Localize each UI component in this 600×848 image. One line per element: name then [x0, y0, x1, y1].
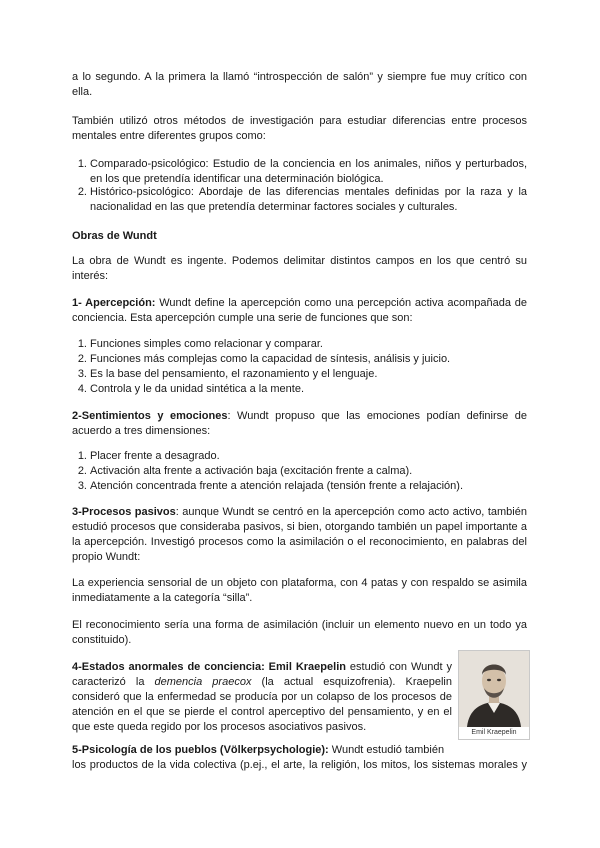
paragraph-apercepcion: [72, 296, 527, 326]
list-number: 2.: [77, 186, 87, 198]
section-label: 5-Psicología de los pueblos (Völkerpsychologie):: [72, 744, 329, 756]
paragraph-introspeccion: a lo segundo. A la primera la llamó “introspección de salón” y siempre fue muy crítico con ella.: [72, 71, 527, 98]
portrait-caption: Emil Kraepelin: [459, 727, 529, 739]
list-item: [77, 367, 527, 382]
list-number: 2.: [77, 353, 87, 365]
list-item: [77, 185, 527, 215]
section-text: Wundt estudió también: [328, 744, 445, 756]
list-item-text: Atención concentrada frente a atención relajada (tensión frente a relajación).: [90, 480, 464, 492]
section-label: 2-Sentimientos y emociones: [72, 410, 228, 422]
list-item: [77, 157, 527, 187]
list-item: [77, 449, 527, 464]
paragraph-otros-metodos: También utilizó otros métodos de investigación para estudiar diferencias entre procesos mentales entre diferentes grupos como:: [72, 115, 527, 142]
list-item: [77, 352, 527, 367]
section-text: los productos de la vida colectiva (p.ej., el arte, la religión, los mitos, los sistemas morales y: [72, 759, 527, 771]
paragraph-silla: La experiencia sensorial de un objeto con plataforma, con 4 patas y con respaldo se asimila inmediatamente a la categoría “silla”.: [72, 577, 527, 604]
section-text: estudió con Wundt y caracterizó la: [72, 661, 452, 688]
list-number: 3.: [77, 480, 87, 492]
list-item-text: Placer frente a desagrado.: [90, 450, 220, 462]
section-text: (la actual esquizofrenia). Kraepelin consideró que la enfermedad se producía por un colapso de los procesos de atención en el que se pierde el control aperceptivo del pensamiento, y en el que este queda regido por los procesos asociativos pasivos.: [72, 676, 452, 733]
paragraph-procesos-pasivos: [72, 505, 527, 565]
paragraph-emociones: [72, 409, 527, 439]
paragraph-obras: La obra de Wundt es ingente. Podemos delimitar distintos campos en los que centró su interés:: [72, 255, 527, 282]
list-item: [77, 479, 527, 494]
list-number: 1.: [77, 338, 87, 350]
paragraph-kraepelin: [72, 660, 452, 735]
list-number: 1.: [77, 158, 87, 170]
list-number: 1.: [77, 450, 87, 462]
list-number: 3.: [77, 368, 87, 380]
section-label: 3-Procesos pasivos: [72, 506, 176, 518]
list-item-text: Comparado-psicológico: Estudio de la conciencia en los animales, niños y perturbados, en los que pretendía identificar una determinación biológica.: [90, 158, 527, 185]
section-text: Wundt define la apercepción como una percepción activa acompañada de conciencia. Esta apercepción cumple una serie de funciones que son:: [72, 297, 527, 324]
section-text: : Wundt propuso que las emociones podían definirse de acuerdo a tres dimensiones:: [72, 410, 527, 437]
list-item: [77, 382, 527, 397]
section-label: 1- Apercepción:: [72, 297, 156, 309]
list-item-text: Controla y le da unidad sintética a la mente.: [90, 383, 305, 395]
list-number: 2.: [77, 465, 87, 477]
paragraph-volkerpsychologie: [72, 743, 527, 773]
list-item-text: Es la base del pensamiento, el razonamiento y el lenguaje.: [90, 368, 378, 380]
section-text: : aunque Wundt se centró en la apercepción como acto activo, también estudió procesos que consideraba pasivos, si bien, otorgando también un papel importante a la apercepción. Investigó procesos como la asimilación o el reconocimiento, en palabras del propio Wundt:: [72, 506, 527, 563]
list-item-text: Histórico-psicológico: Abordaje de las diferencias mentales definidas por la raza y la nacionalidad en las que pretendía determinar factores sociales y culturales.: [90, 186, 527, 213]
list-item: [77, 464, 527, 479]
paragraph-reconocimiento: El reconocimiento sería una forma de asimilación (incluir un elemento nuevo en un todo ya constituido).: [72, 619, 527, 646]
term-demencia-praecox: demencia praecox: [154, 676, 252, 688]
list-item-text: Funciones más complejas como la capacidad de síntesis, análisis y juicio.: [90, 353, 451, 365]
list-number: 4.: [77, 383, 87, 395]
portrait-image: [459, 651, 529, 727]
list-item-text: Activación alta frente a activación baja (excitación frente a calma).: [90, 465, 413, 477]
section-heading-obras: Obras de Wundt: [72, 230, 157, 242]
list-item: [77, 337, 527, 352]
kraepelin-portrait: [458, 650, 530, 740]
list-item-text: Funciones simples como relacionar y comparar.: [90, 338, 323, 350]
section-label: 4-Estados anormales de conciencia: Emil Kraepelin: [72, 661, 346, 673]
